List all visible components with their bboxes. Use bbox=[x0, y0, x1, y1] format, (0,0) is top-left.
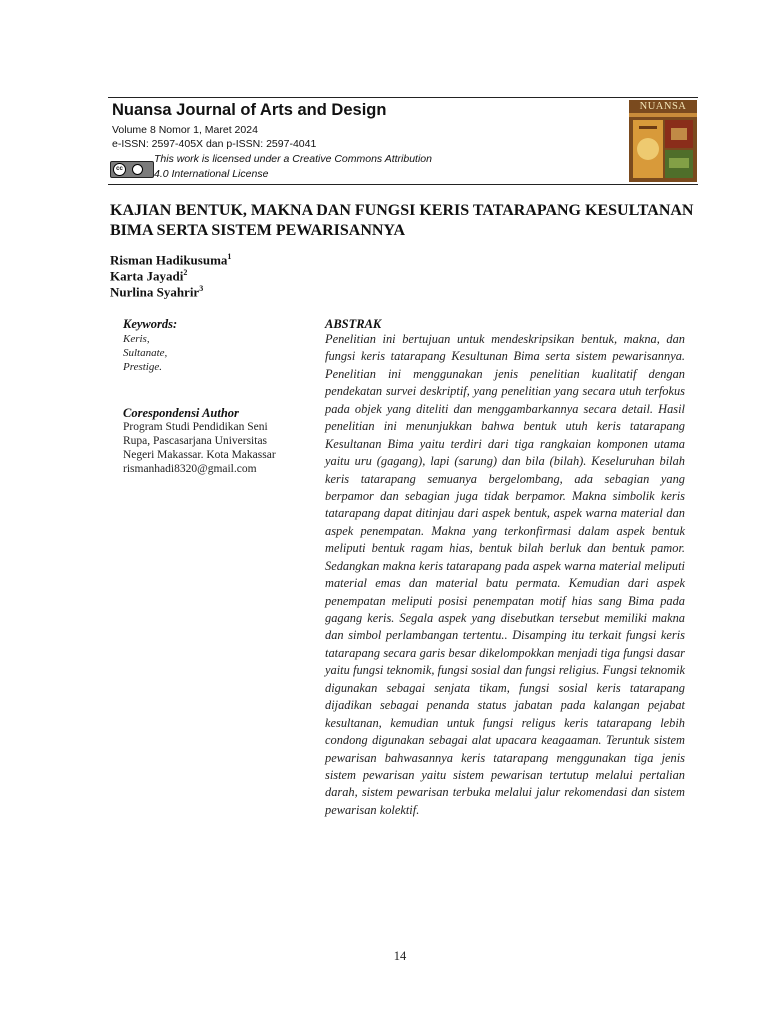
journal-header bbox=[108, 97, 698, 185]
license-text-line1[interactable]: This work is licensed under a Creative Commons Attribution bbox=[154, 153, 432, 165]
correspondence-line: Negeri Makassar. Kota Makassar bbox=[123, 449, 276, 461]
paper-title: KAJIAN BENTUK, MAKNA DAN FUNGSI KERIS TATARAPANG KESULTANAN BIMA SERTA SISTEM PEWARISANNYA bbox=[110, 202, 694, 239]
correspondence-label: Corespondensi Author bbox=[123, 406, 239, 420]
keyword-item: Prestige. bbox=[123, 361, 162, 373]
abstract-text: Penelitian ini bertujuan untuk mendeskripsikan bentuk, makna, dan fungsi keris tatarapang Kesultunan Bima serta sistem pewarisannya. Penelitian ini menggunakan jenis penelitian kualitatif dengan pendekatan survei deskriptif, yang penelitian yang secara utuh terfokus pada objek yang diteliti dan menggambarkannya secara detail. Hasil penelitian ini menunjukkan bahwa bentuk utuh keris tatarapang Kesultanan Bima yaitu terdiri dari tiga rangkaian komponen utama yaitu uru (gagang), lapi (sarung) dan bila (bilah). Keseluruhan bilah keris tatarapang semuanya bergelombang, ada sebagian yang berpamor dan sebagian juga tidak berpamor. Makna simbolik keris tatarapang dapat ditinjau dari aspek bentuk, aspek warna material dan aspek penempatan. Makna yang terkonfirmasi dalam aspek bentuk meliputi bentuk ragam hias, bentuk bilah berluk dan bentuk pamor. Sedangkan makna keris tatarapang pada aspek warna material meliputi material emas dan material batu permata. Kemudian dari aspek penempatan meliputi posisi penempatan motif hias sang Bima pada gagang keris. Segala aspek yang disebutkan tersebut memiliki makna dan simbol perlambangan tertentu.. Disamping itu terkait fungsi keris tatarapang secara garis besar dikelompokkan menjadi tiga fungsi dasar yaitu fungsi teknomik, fungsi sosial dan fungsi religius. Fungsi teknomik digunakan sebagai senjata tikam, fungsi sosial keris tatarapang dijadikan sebagai penanda status jabatan pada kalangan pejabat kesultanan, kemudian untuk fungsi religus keris tatarapang lebih condong digunakan sebagai alat upacara keagaaman. Teruntuk sistem pewarisan bahwasannya keris tatarapang menggunakan tiga jenis sistem pewarisan yaitu sistem pewarisan tertutup melalui pertalian darah, sistem pewarisan terbuka melalui jalur rekomendasi dan sistem pewarisan kolektif. bbox=[325, 332, 685, 817]
author-3: Nurlina Syahrir$^3$ bbox=[110, 284, 204, 300]
journal-volume: Volume 8 Nomor 1, Maret 2024 bbox=[112, 124, 258, 136]
correspondence-email[interactable]: rismanhadi8320@gmail.com bbox=[123, 463, 257, 475]
author-2: Karta Jayadi$^2$ bbox=[110, 268, 188, 284]
correspondence-line: Program Studi Pendidikan Seni bbox=[123, 421, 268, 433]
cover-title: NUANSA bbox=[639, 101, 687, 112]
keywords-label: Keywords: bbox=[123, 317, 178, 331]
page-number: 14 bbox=[393, 949, 407, 963]
attribution-person-icon bbox=[132, 164, 143, 175]
cover-artwork bbox=[629, 100, 697, 182]
creative-commons-badge-icon[interactable]: cc bbox=[110, 161, 154, 178]
correspondence-line: Rupa, Pascasarjana Universitas bbox=[123, 435, 268, 447]
abstract-label: ABSTRAK bbox=[325, 317, 382, 331]
author-1: Risman Hadikusuma$^1$ bbox=[110, 252, 232, 268]
journal-title: Nuansa Journal of Arts and Design bbox=[112, 101, 387, 119]
journal-cover-image bbox=[629, 100, 697, 182]
keyword-item: Keris, bbox=[123, 333, 150, 345]
license-text-line2[interactable]: 4.0 International License bbox=[154, 168, 269, 180]
journal-issn: e-ISSN: 2597-405X dan p-ISSN: 2597-4041 bbox=[112, 138, 317, 150]
keyword-item: Sultanate, bbox=[123, 347, 168, 359]
